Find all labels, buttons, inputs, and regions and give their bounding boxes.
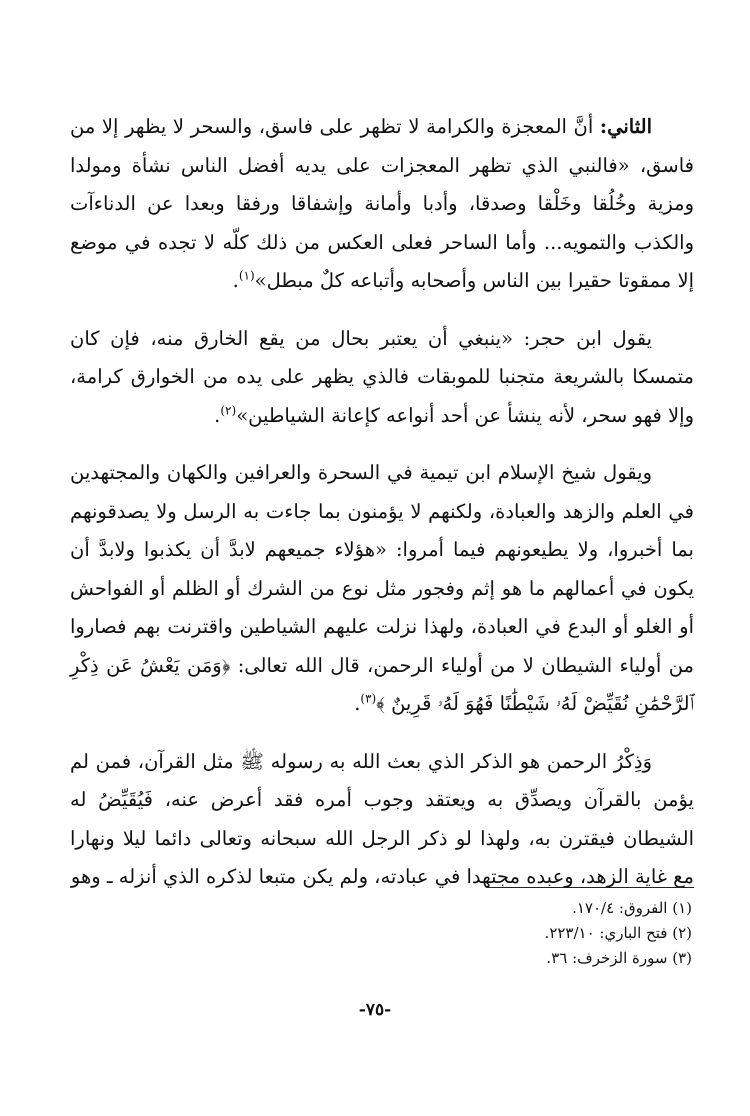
paragraph-2 xyxy=(70,320,694,436)
footnote-marker: (١) xyxy=(238,268,255,283)
footnotes xyxy=(292,896,692,971)
paragraph-1 xyxy=(70,108,694,301)
footnote-1: (١) الفروق: ١٧٠/٤. xyxy=(572,899,692,917)
paragraph-tail: . xyxy=(232,269,239,292)
footnote-marker: (٣) xyxy=(360,691,377,706)
paragraph-tail: . xyxy=(214,403,221,427)
paragraph-text: أنَّ المعجزة والكرامة لا تظهر على فاسق، والسحر لا يظهر إلا من فاسق، «فالنبي الذي تظهر المعجزات على يديه أفضل الناس نشأة ومولدا ومزية وخُلُقا وخَلْقا وصدقا، وأدبا وأمانة وإشفاقا ورفقا وبعدا عن الدناءآت والكذب والتمويه... وأما الساحر فعلى العكس من ذلك كلّه لا تجده في موضع إلا ممقوتا حقيرا بين الناس وأصحابه وأتباعه كلٌ مبطل» xyxy=(70,115,694,292)
footnote-2: (٢) فتح الباري: ٢٢٣/١٠. xyxy=(544,924,692,942)
footnote-3: (٣) سورة الزخرف: ٣٦. xyxy=(546,949,692,967)
paragraph-4 xyxy=(70,743,694,897)
paragraph-3 xyxy=(70,454,694,724)
paragraph-text: وَذِكْرُ الرحمن هو الذكر الذي بعث الله به رسوله ﷺ مثل القرآن، فمن لم يؤمن بالقرآن ويصدِّق به ويعتقد وجوب أمره فقد أعرض عنه، فَيُقَيِّضُ له الشيطان فيقترن به، ولهذا لو ذكر الرجل الله سبحانه وتعالى دائما ليلا ونهارا مع غاية الزهد، وعبده مجتهدا في عبادته، ولم يكن متبعا لذكره الذي أنزله ـ وهو xyxy=(70,749,694,888)
paragraph-lead: الثاني: xyxy=(599,115,652,138)
paragraph-text: ويقول شيخ الإسلام ابن تيمية في السحرة والعرافين والكهان والمجتهدين في العلم والزهد والعبادة، ولكنهم لا يؤمنون بما جاءت به الرسل ولا يصدقونهم بما أخبروا، ولا يطيعونهم فيما أمروا: «هؤلاء جميعهم لابدَّ أن يكذبوا ولابدَّ أن يكون في أعمالهم ما هو إثم وفجور مثل نوع من الشرك أو الظلم أو الفواحش أو الغلو أو البدع في العبادة، ولهذا نزلت عليهم الشياطين واقترنت بهم فصاروا من أولياء الشيطان لا من أولياء الرحمن، قال الله تعالى: ﴿وَمَن يَعْشُ عَن ذِكْرِ ٱلرَّحْمَٰنِ نُقَيِّضْ لَهُۥ شَيْطَٰنًا فَهُوَ لَهُۥ قَرِينٌ ﴾ xyxy=(70,461,694,715)
page-number: -٧٥- xyxy=(358,1000,392,1020)
footnote-divider xyxy=(486,887,694,888)
paragraph-tail: . xyxy=(354,692,361,715)
paragraph-text: يقول ابن حجر: «ينبغي أن يعتبر بحال من يقع الخارق منه، فإن كان متمسكا بالشريعة متجنبا للموبقات فالذي يظهر على يده من الخوارق كرامة، وإلا فهو سحر، لأنه ينشأ عن أحد أنواعه كإعانة الشياطين» xyxy=(70,326,694,427)
footnote-marker: (٢) xyxy=(220,403,237,417)
page-body xyxy=(70,108,694,897)
